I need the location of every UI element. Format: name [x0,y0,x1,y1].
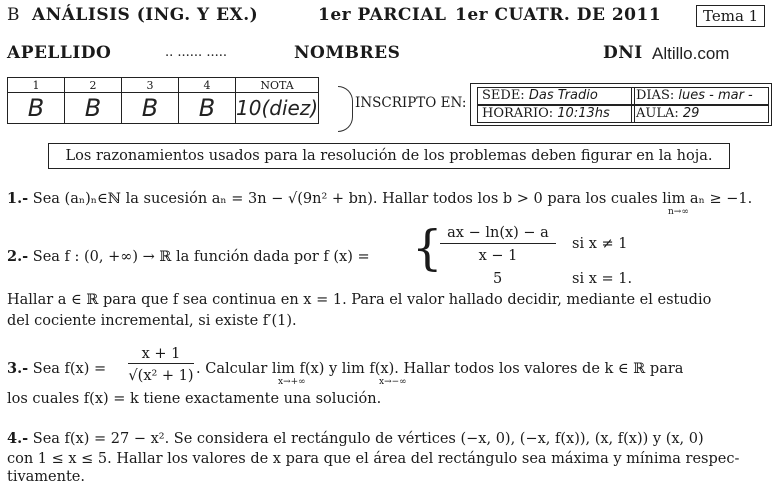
q3-fraction-numerator: x + 1 [128,346,194,364]
aula-value: 29 [682,106,700,121]
question-2-text: Sea f : (0, +∞) → ℝ la función dada por f (x) = [32,249,370,265]
course-title: ANÁLISIS (ING. Y EX.) [32,5,259,25]
dias-value: lues - mar - [678,88,753,103]
aula-cell [631,105,769,123]
question-1-text: Sea (aₙ)ₙ∈ℕ la sucesión aₙ = 3n − √(9n² + bn). Hallar todos los b > 0 para los cuales lim aₙ ≥ −1. [32,191,753,207]
question-1-limit-sub: n→∞ [668,207,689,217]
tema-badge: Tema 1 [696,5,765,27]
question-3-number: 3.- [7,360,29,377]
nota-bracket [338,86,353,132]
piece1-denominator: x − 1 [478,248,518,264]
grade-header-1: 1 [8,78,65,93]
question-2-line-2: Hallar a ∈ ℝ para que f sea continua en x = 1. Para el valor hallado decidir, mediante el estudio [7,292,712,308]
horario-label: HORARIO: [482,106,554,121]
horario-value: 10:13hs [557,106,610,121]
nombres-label: NOMBRES [294,43,401,63]
question-4-number: 4.- [7,430,29,447]
piece1-numerator: ax − ln(x) − a [440,225,556,244]
q3-limit-sub-1: x→+∞ [278,377,306,387]
sede-value: Das Tradio [528,88,598,103]
question-2-line-3: del cociente incremental, si existe f′(1). [7,313,297,329]
grade-value-2: B [65,93,122,124]
question-4-line-2: con 1 ≤ x ≤ 5. Hallar los valores de x para que el área del rectángulo sea máxima y mínima respec- [7,451,740,467]
grade-header-2: 2 [65,78,122,93]
question-4-text: Sea f(x) = 27 − x². Se considera el rectángulo de vértices (−x, 0), (−x, f(x)), (x, f(x)) y (x, 0) [32,431,704,447]
question-3-text: Sea f(x) = [32,361,107,377]
question-3-intro [7,359,106,379]
question-4-line-3: tivamente. [7,469,85,485]
sede-label: SEDE: [482,88,525,103]
question-2-number: 2.- [7,248,29,265]
question-3-line-2: los cuales f(x) = k tiene exactamente una solución. [7,391,382,407]
exam-period: 1er CUATR. DE 2011 [455,5,662,25]
piece1-condition: si x ≠ 1 [572,236,628,252]
grade-value-4: B [179,93,236,124]
apellido-dots: .. ...... ..... [165,45,227,60]
dias-label: DIAS: [636,88,675,103]
grade-header-4: 4 [179,78,236,93]
piece2-value: 5 [493,271,503,287]
dias-cell [631,87,769,105]
exam-letter: B [7,5,20,25]
grade-header-3: 3 [122,78,179,93]
grade-header-nota: NOTA [236,78,319,93]
horario-cell [477,105,635,123]
sede-cell [477,87,635,105]
grade-value-nota: 10(diez) [236,93,319,124]
notice-box: Los razonamientos usados para la resolución de los problemas deben figurar en la hoja. [48,143,730,169]
question-1 [7,189,752,209]
grade-value-1: B [8,93,65,124]
inscripto-label: INSCRIPTO EN: [355,95,467,111]
question-2-intro [7,247,370,267]
watermark: Altillo.com [652,44,730,63]
aula-label: AULA: [636,106,679,121]
question-3-line-1-rest: . Calcular lim f(x) y lim f(x). Hallar todos los valores de k ∈ ℝ para [196,361,684,377]
exam-title: 1er PARCIAL [318,5,447,25]
question-4 [7,429,704,449]
grades-table [7,77,319,124]
piecewise-brace: { [412,220,443,276]
piece2-condition: si x = 1. [572,271,633,287]
q3-limit-sub-2: x→−∞ [379,377,407,387]
inscripto-box [470,83,772,126]
q3-fraction-denominator: √(x² + 1) [128,368,194,384]
dni-label: DNI [603,43,643,63]
question-1-number: 1.- [7,190,29,207]
grade-value-3: B [122,93,179,124]
apellido-label: APELLIDO [7,43,112,63]
